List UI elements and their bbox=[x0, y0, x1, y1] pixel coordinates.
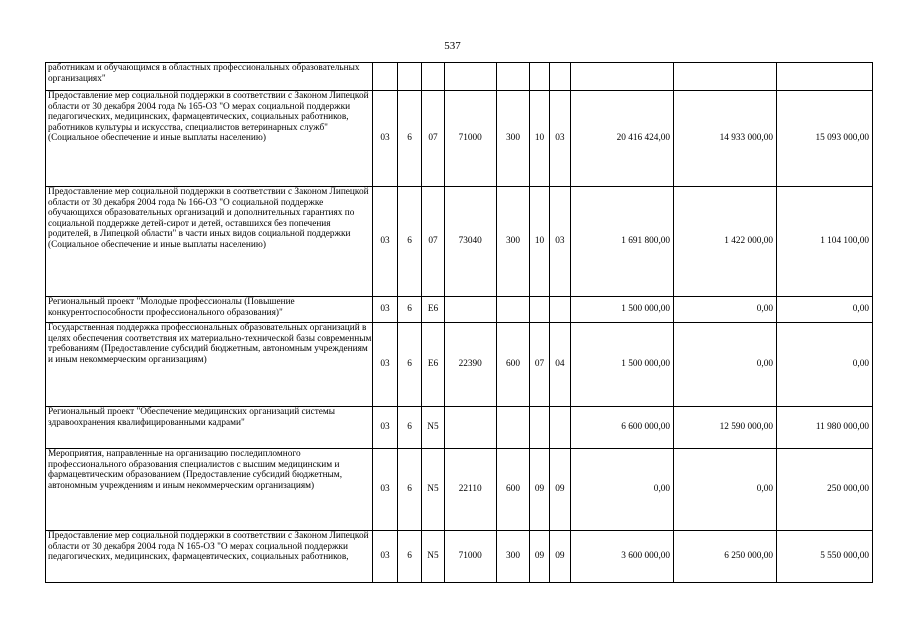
code-direction bbox=[444, 297, 496, 323]
code-subprogram: 07 bbox=[422, 91, 444, 187]
code-expense-type: 300 bbox=[496, 187, 530, 297]
table-row bbox=[46, 63, 873, 91]
code-expense-type bbox=[496, 297, 530, 323]
amount-year-2: 12 590 000,00 bbox=[674, 407, 777, 449]
code-subdivision bbox=[549, 63, 570, 91]
code-division: 10 bbox=[530, 187, 549, 297]
code-direction bbox=[444, 63, 496, 91]
table-row bbox=[46, 449, 873, 531]
amount-year-3: 15 093 000,00 bbox=[777, 91, 873, 187]
code-subprogram bbox=[422, 63, 444, 91]
code-division: 07 bbox=[530, 323, 549, 407]
row-name: Предоставление мер социальной поддержки в соответствии с Законом Липецкой области от 30 декабря 2004 года № 166-ОЗ "О социальной поддержке обучающихся образовательных организаций и дополнительных гарантиях по социальной поддержке детей-сирот и детей, оставшихся без попечения родителей, в Липецкой области" в части иных видов социальной поддержки (Социальное обеспечение и иные выплаты населению) bbox=[46, 187, 373, 297]
code-program: 6 bbox=[397, 323, 421, 407]
code-subdivision: 09 bbox=[549, 449, 570, 531]
table-row bbox=[46, 187, 873, 297]
amount-year-1: 1 500 000,00 bbox=[571, 323, 674, 407]
code-subprogram: N5 bbox=[422, 531, 444, 583]
amount-year-1: 1 691 800,00 bbox=[571, 187, 674, 297]
code-expense-type bbox=[496, 63, 530, 91]
amount-year-1: 3 600 000,00 bbox=[571, 531, 674, 583]
page-number: 537 bbox=[444, 40, 461, 52]
code-section bbox=[373, 63, 397, 91]
amount-year-3: 0,00 bbox=[777, 323, 873, 407]
code-subdivision: 03 bbox=[549, 187, 570, 297]
code-expense-type: 600 bbox=[496, 449, 530, 531]
code-expense-type: 600 bbox=[496, 323, 530, 407]
amount-year-2: 0,00 bbox=[674, 449, 777, 531]
code-subdivision: 09 bbox=[549, 531, 570, 583]
amount-year-1: 6 600 000,00 bbox=[571, 407, 674, 449]
code-division: 09 bbox=[530, 449, 549, 531]
code-section: 03 bbox=[373, 407, 397, 449]
code-division: 09 bbox=[530, 531, 549, 583]
code-direction bbox=[444, 407, 496, 449]
code-direction: 22390 bbox=[444, 323, 496, 407]
table-row bbox=[46, 297, 873, 323]
table-row bbox=[46, 531, 873, 583]
code-section: 03 bbox=[373, 297, 397, 323]
table-row bbox=[46, 323, 873, 407]
amount-year-3: 11 980 000,00 bbox=[777, 407, 873, 449]
code-expense-type: 300 bbox=[496, 91, 530, 187]
amount-year-2: 14 933 000,00 bbox=[674, 91, 777, 187]
code-subdivision: 04 bbox=[549, 323, 570, 407]
row-name: Государственная поддержка профессиональных образовательных организаций в целях обеспечения соответствия их материально-технической базы современным требованиям (Предоставление субсидий бюджетным, автономным учреждениям и иным некоммерческим организациям) bbox=[46, 323, 373, 407]
code-subdivision bbox=[549, 297, 570, 323]
row-name: работникам и обучающимся в областных профессиональных образовательных организациях" bbox=[46, 63, 373, 91]
code-division bbox=[530, 63, 549, 91]
code-program: 6 bbox=[397, 297, 421, 323]
code-subprogram: 07 bbox=[422, 187, 444, 297]
row-name: Региональный проект "Обеспечение медицинских организаций системы здравоохранения квалифицированными кадрами" bbox=[46, 407, 373, 449]
amount-year-1 bbox=[571, 63, 674, 91]
amount-year-2 bbox=[674, 63, 777, 91]
code-section: 03 bbox=[373, 187, 397, 297]
budget-table bbox=[45, 62, 873, 583]
code-program bbox=[397, 63, 421, 91]
table-row bbox=[46, 407, 873, 449]
amount-year-2: 6 250 000,00 bbox=[674, 531, 777, 583]
code-subprogram: E6 bbox=[422, 297, 444, 323]
code-expense-type: 300 bbox=[496, 531, 530, 583]
amount-year-3: 0,00 bbox=[777, 297, 873, 323]
code-division bbox=[530, 297, 549, 323]
table-row bbox=[46, 91, 873, 187]
code-division: 10 bbox=[530, 91, 549, 187]
amount-year-2: 0,00 bbox=[674, 297, 777, 323]
code-subprogram: E6 bbox=[422, 323, 444, 407]
code-direction: 71000 bbox=[444, 91, 496, 187]
amount-year-2: 1 422 000,00 bbox=[674, 187, 777, 297]
code-direction: 71000 bbox=[444, 531, 496, 583]
code-program: 6 bbox=[397, 449, 421, 531]
code-section: 03 bbox=[373, 531, 397, 583]
amount-year-3: 1 104 100,00 bbox=[777, 187, 873, 297]
code-subprogram: N5 bbox=[422, 407, 444, 449]
amount-year-1: 20 416 424,00 bbox=[571, 91, 674, 187]
row-name: Мероприятия, направленные на организацию последипломного профессионального образования специалистов с высшим медицинским и фармацевтическим образованием (Предоставление субсидий бюджетным, автономным учреждениям и иным некоммерческим организациям) bbox=[46, 449, 373, 531]
amount-year-1: 0,00 bbox=[571, 449, 674, 531]
amount-year-3: 250 000,00 bbox=[777, 449, 873, 531]
amount-year-3 bbox=[777, 63, 873, 91]
code-subdivision bbox=[549, 407, 570, 449]
code-division bbox=[530, 407, 549, 449]
row-name: Предоставление мер социальной поддержки в соответствии с Законом Липецкой области от 30 декабря 2004 года N 165-ОЗ "О мерах социальной поддержки педагогических, медицинских, фармацевтических, социальных работников, bbox=[46, 531, 373, 583]
code-subdivision: 03 bbox=[549, 91, 570, 187]
code-section: 03 bbox=[373, 323, 397, 407]
code-direction: 22110 bbox=[444, 449, 496, 531]
amount-year-2: 0,00 bbox=[674, 323, 777, 407]
code-program: 6 bbox=[397, 91, 421, 187]
code-section: 03 bbox=[373, 91, 397, 187]
code-section: 03 bbox=[373, 449, 397, 531]
amount-year-1: 1 500 000,00 bbox=[571, 297, 674, 323]
code-subprogram: N5 bbox=[422, 449, 444, 531]
table-body bbox=[46, 63, 873, 583]
amount-year-3: 5 550 000,00 bbox=[777, 531, 873, 583]
code-expense-type bbox=[496, 407, 530, 449]
code-direction: 73040 bbox=[444, 187, 496, 297]
row-name: Предоставление мер социальной поддержки в соответствии с Законом Липецкой области от 30 декабря 2004 года № 165-ОЗ "О мерах социальной поддержки педагогических, медицинских, фармацевтических, социальных работников, работников культуры и искусства, специалистов ветеринарных служб" (Социальное обеспечение и иные выплаты населению) bbox=[46, 91, 373, 187]
code-program: 6 bbox=[397, 531, 421, 583]
code-program: 6 bbox=[397, 407, 421, 449]
code-program: 6 bbox=[397, 187, 421, 297]
row-name: Региональный проект "Молодые профессионалы (Повышение конкурентоспособности профессионального образования)" bbox=[46, 297, 373, 323]
